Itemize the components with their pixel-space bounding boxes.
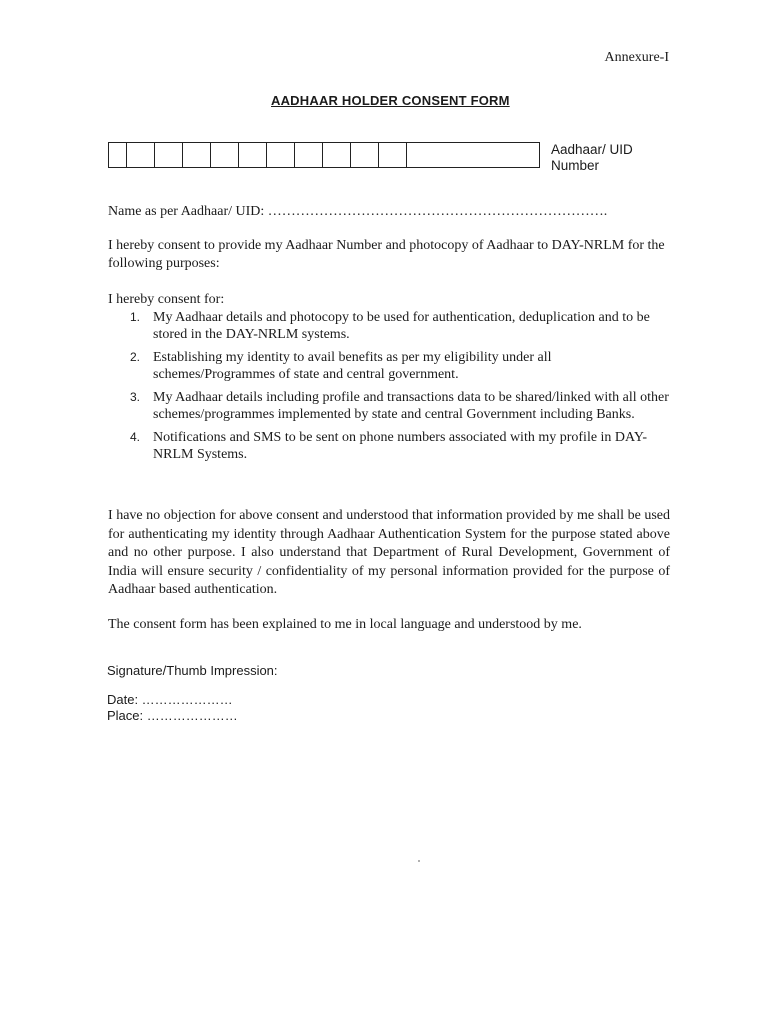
consent-list <box>126 309 672 469</box>
uid-digit-box[interactable] <box>155 143 183 167</box>
uid-digit-box[interactable] <box>323 143 351 167</box>
scan-speck <box>418 860 420 862</box>
uid-digit-box[interactable] <box>109 143 127 167</box>
signature-field[interactable]: Signature/Thumb Impression: <box>107 663 278 678</box>
place-field[interactable]: Place: ………………… <box>107 708 238 723</box>
uid-digit-box[interactable] <box>127 143 155 167</box>
consent-for-heading: I hereby consent for: <box>108 292 225 307</box>
name-field[interactable]: Name as per Aadhaar/ UID: ………………………………………………………………. <box>108 204 608 219</box>
explanation-statement: The consent form has been explained to me in local language and understood by me. <box>108 617 582 632</box>
uid-digit-box[interactable] <box>267 143 295 167</box>
objection-paragraph: I have no objection for above consent and understood that information provided by me shall be used for authenticating my identity through Aadhaar Authentication System for the purpose stated above and no other purpose. I also understand that Department of Rural Development, Government of India will ensure security / confidentiality of my personal information provided for the purpose of Aadhaar based authentication. <box>108 508 670 597</box>
uid-digit-box[interactable] <box>211 143 239 167</box>
uid-label-line2: Number <box>551 158 600 173</box>
item-text: My Aadhaar details including profile and transactions data to be shared/linked with all other schemes/programmes implemented by state and central Government including Banks. <box>153 390 669 422</box>
uid-digit-box[interactable] <box>183 143 211 167</box>
item-text: Notifications and SMS to be sent on phone numbers associated with my profile in DAY-NRLM Systems. <box>153 430 648 462</box>
annexure-label: Annexure-I <box>604 50 669 65</box>
item-number: 4. <box>130 430 141 444</box>
item-number: 1. <box>130 310 141 324</box>
item-number: 2. <box>130 350 141 364</box>
date-place-block <box>107 692 238 724</box>
uid-label <box>551 142 633 174</box>
item-text: My Aadhaar details and photocopy to be used for authentication, deduplication and to be stored in the DAY-NRLM systems. <box>153 310 650 342</box>
consent-item <box>126 389 672 423</box>
uid-digit-box[interactable] <box>379 143 407 167</box>
item-number: 3. <box>130 390 141 404</box>
date-field[interactable]: Date: ………………… <box>107 692 233 707</box>
consent-item <box>126 349 672 383</box>
uid-number-boxes[interactable] <box>108 142 540 168</box>
uid-digit-box[interactable] <box>239 143 267 167</box>
uid-label-line1: Aadhaar/ UID <box>551 142 633 157</box>
consent-item <box>126 429 672 463</box>
item-text: Establishing my identity to avail benefits as per my eligibility under all schemes/Programmes of state and central government. <box>153 350 552 382</box>
uid-digit-box[interactable] <box>351 143 379 167</box>
page-title: AADHAAR HOLDER CONSENT FORM <box>271 93 510 108</box>
consent-item <box>126 309 672 343</box>
consent-intro: I hereby consent to provide my Aadhaar Number and photocopy of Aadhaar to DAY-NRLM for the following purposes: <box>108 238 665 271</box>
uid-digit-box[interactable] <box>407 143 539 167</box>
uid-digit-box[interactable] <box>295 143 323 167</box>
